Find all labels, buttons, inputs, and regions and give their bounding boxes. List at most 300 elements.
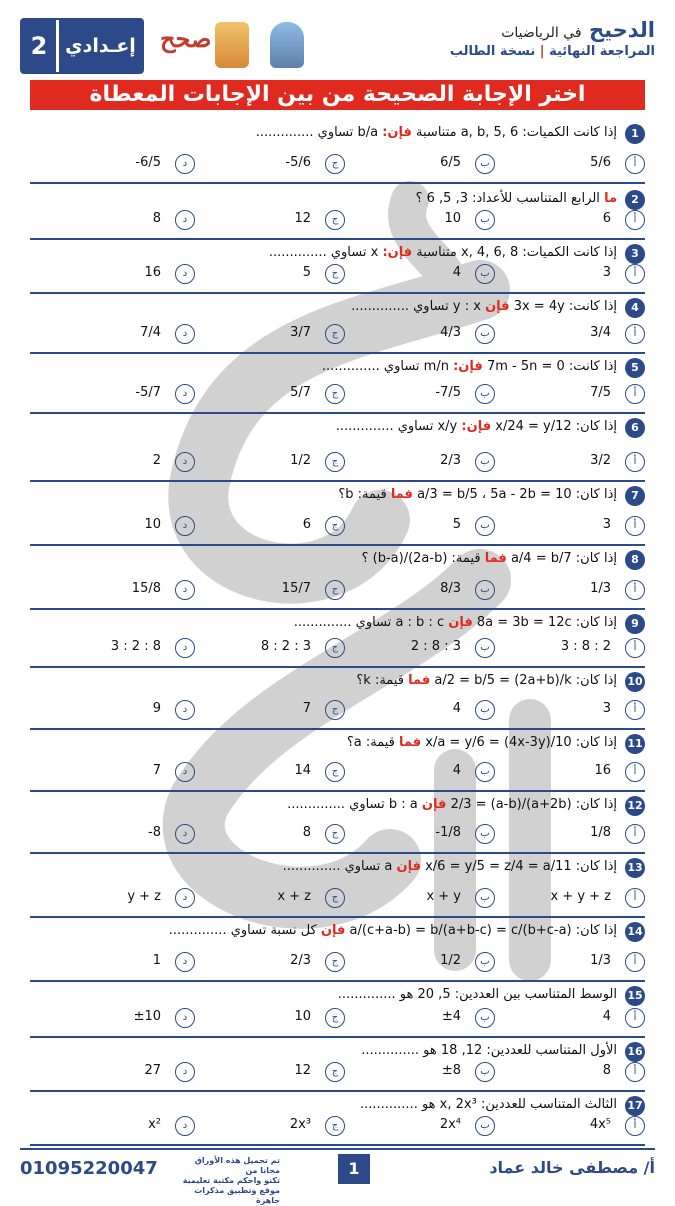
brand-title: الدحيح: [588, 18, 655, 42]
question-number: 8: [625, 550, 645, 570]
option-value: 7/4: [140, 325, 161, 340]
choice-circle-icon[interactable]: د: [175, 1116, 195, 1136]
choice-circle-icon[interactable]: ج: [325, 384, 345, 404]
divider: [30, 1144, 645, 1146]
question-text: إذا كانت الكميات: x, 4, 6, 8 متناسبة فإن: x تساوي ..............: [268, 245, 617, 260]
question-1: [30, 122, 645, 184]
answer-option[interactable]: [195, 450, 345, 474]
question-text: إذا كان: a/3 = b/5 ، 5a - 2b = 10 فما قيمة: b؟: [338, 487, 617, 502]
choice-circle-icon[interactable]: ب: [475, 452, 495, 472]
answer-option[interactable]: [495, 1060, 645, 1084]
question-number: 2: [625, 190, 645, 210]
option-value: 4: [602, 1009, 611, 1024]
choice-circle-icon[interactable]: أ: [625, 384, 645, 404]
answer-option[interactable]: [495, 382, 645, 406]
choice-circle-icon[interactable]: أ: [625, 210, 645, 230]
choice-circle-icon[interactable]: د: [175, 762, 195, 782]
answer-option[interactable]: [195, 698, 345, 722]
choice-circle-icon[interactable]: د: [175, 452, 195, 472]
answer-option[interactable]: [195, 950, 345, 974]
author-name: أ/ مصطفى خالد عماد: [489, 1158, 655, 1177]
option-value: 1: [152, 953, 161, 968]
option-value: 14: [294, 763, 311, 778]
header-title: الدحيح في الرياضيات المراجعة النهائية | نسخة الطالب: [449, 18, 655, 59]
choice-circle-icon[interactable]: أ: [625, 824, 645, 844]
option-value: -5/6: [285, 155, 311, 170]
answer-options: [30, 636, 645, 660]
answer-option[interactable]: [345, 152, 495, 176]
question-number: 10: [625, 672, 645, 692]
choice-circle-icon[interactable]: ج: [325, 264, 345, 284]
option-value: -6/5: [135, 155, 161, 170]
question-text: إذا كان: (a+2b)/(a-b) = 2/3 فإن b : a تساوي ..............: [287, 797, 617, 812]
option-value: 2 : 8 : 3: [410, 639, 461, 654]
brand-logo: صحح: [160, 24, 212, 53]
question-7: [30, 484, 645, 546]
answer-option[interactable]: [45, 382, 195, 406]
question-text: الثالث المتناسب للعددين: x, 2x³ هو ..............: [359, 1097, 617, 1112]
answer-option[interactable]: [45, 514, 195, 538]
option-value: -5/7: [135, 385, 161, 400]
question-number: 16: [625, 1042, 645, 1062]
option-value: 6: [602, 211, 611, 226]
choice-circle-icon[interactable]: ب: [475, 210, 495, 230]
choice-circle-icon[interactable]: ج: [325, 888, 345, 908]
divider: [30, 352, 645, 354]
question-number: 7: [625, 486, 645, 506]
question-text: ما الرابع المتناسب للأعداد: 3, 5, 6 ؟: [415, 191, 617, 206]
option-value: 16: [144, 265, 161, 280]
choice-circle-icon[interactable]: ج: [325, 324, 345, 344]
answer-option[interactable]: [345, 208, 495, 232]
option-value: 3/7: [290, 325, 311, 340]
page-number: 1: [338, 1154, 370, 1184]
divider: [30, 182, 645, 184]
choice-circle-icon[interactable]: أ: [625, 154, 645, 174]
option-value: 4: [452, 763, 461, 778]
choice-circle-icon[interactable]: ج: [325, 1062, 345, 1082]
option-value: 9: [152, 701, 161, 716]
answer-options: [30, 578, 645, 602]
grade-label: إعـدادي: [56, 20, 142, 72]
option-value: 3: [602, 701, 611, 716]
question-text: إذا كانت: 3x = 4y فإن y : x تساوي ..............: [351, 299, 617, 314]
answer-options: [30, 208, 645, 232]
answer-option[interactable]: [45, 450, 195, 474]
question-number: 17: [625, 1096, 645, 1116]
answer-option[interactable]: [345, 886, 495, 910]
divider: [30, 916, 645, 918]
question-12: [30, 794, 645, 854]
option-value: 5: [302, 265, 311, 280]
option-value: 3 : 2 : 8: [110, 639, 161, 654]
answer-option[interactable]: [195, 760, 345, 784]
divider: [30, 480, 645, 482]
answer-option[interactable]: [345, 636, 495, 660]
question-8: [30, 548, 645, 610]
choice-circle-icon[interactable]: د: [175, 384, 195, 404]
option-value: 1/8: [590, 825, 611, 840]
choice-circle-icon[interactable]: ج: [325, 1008, 345, 1028]
answer-option[interactable]: [345, 698, 495, 722]
choice-circle-icon[interactable]: أ: [625, 1008, 645, 1028]
choice-circle-icon[interactable]: ج: [325, 700, 345, 720]
answer-option[interactable]: [345, 578, 495, 602]
answer-options: [30, 760, 645, 784]
option-value: 3/4: [590, 325, 611, 340]
choice-circle-icon[interactable]: د: [175, 516, 195, 536]
question-number: 6: [625, 418, 645, 438]
option-value: 8: [152, 211, 161, 226]
answer-options: [30, 450, 645, 474]
question-number: 11: [625, 734, 645, 754]
choice-circle-icon[interactable]: ج: [325, 824, 345, 844]
answer-option[interactable]: [45, 950, 195, 974]
question-text: إذا كان: a/2 = b/5 = (2a+b)/k فما قيمة: k؟: [356, 673, 617, 688]
answer-option[interactable]: [45, 152, 195, 176]
footer: [20, 1148, 655, 1205]
answer-option[interactable]: [345, 1114, 495, 1138]
answer-option[interactable]: [45, 886, 195, 910]
question-6: [30, 416, 645, 482]
question-3: [30, 242, 645, 294]
divider: [30, 292, 645, 294]
question-text: إذا كان: a/4 = b/7 فما قيمة: (2a-b)/(b-a) ؟: [361, 551, 617, 566]
option-value: 7/5: [590, 385, 611, 400]
choice-circle-icon[interactable]: أ: [625, 1062, 645, 1082]
question-text: إذا كانت: 7m - 5n = 0 فإن: m/n تساوي ..............: [321, 359, 617, 374]
choice-circle-icon[interactable]: أ: [625, 638, 645, 658]
option-value: x + y: [426, 889, 461, 904]
option-value: 4: [452, 265, 461, 280]
question-text: الأول المتناسب للعددين: 12, 18 هو ..............: [361, 1043, 617, 1058]
option-value: 10: [294, 1009, 311, 1024]
question-5: [30, 356, 645, 414]
choice-circle-icon[interactable]: ب: [475, 384, 495, 404]
answer-options: [30, 382, 645, 406]
option-value: 2/3: [290, 953, 311, 968]
choice-circle-icon[interactable]: ب: [475, 264, 495, 284]
option-value: x + y + z: [550, 889, 611, 904]
question-2: [30, 188, 645, 240]
divider: [30, 608, 645, 610]
choice-circle-icon[interactable]: ب: [475, 516, 495, 536]
answer-options: [30, 1114, 645, 1138]
answer-option[interactable]: [345, 322, 495, 346]
question-11: [30, 732, 645, 792]
option-value: 1/2: [440, 953, 461, 968]
divider: [30, 412, 645, 414]
option-value: 5/6: [590, 155, 611, 170]
answer-option[interactable]: [195, 636, 345, 660]
divider: [30, 1036, 645, 1038]
choice-circle-icon[interactable]: ب: [475, 700, 495, 720]
question-text: إذا كان: x/6 = y/5 = z/4 = a/11 فإن a تساوي ..............: [282, 859, 617, 874]
option-value: 5: [452, 517, 461, 532]
choice-circle-icon[interactable]: د: [175, 1008, 195, 1028]
question-number: 15: [625, 986, 645, 1006]
choice-circle-icon[interactable]: أ: [625, 264, 645, 284]
choice-circle-icon[interactable]: ب: [475, 888, 495, 908]
question-number: 9: [625, 614, 645, 634]
option-value: 5/7: [290, 385, 311, 400]
option-value: 2: [152, 453, 161, 468]
option-value: 10: [444, 211, 461, 226]
header: [20, 18, 655, 74]
choice-circle-icon[interactable]: ب: [475, 952, 495, 972]
question-9: [30, 612, 645, 668]
question-text: إذا كان: x/a = y/6 = (4x-3y)/10 فما قيمة: a؟: [346, 735, 617, 750]
option-value: 4/3: [440, 325, 461, 340]
answer-option[interactable]: [345, 822, 495, 846]
answer-option[interactable]: [345, 950, 495, 974]
books-illustration-icon: [215, 22, 249, 68]
choice-circle-icon[interactable]: أ: [625, 762, 645, 782]
question-16: [30, 1040, 645, 1092]
answer-option[interactable]: [345, 262, 495, 286]
question-number: 1: [625, 124, 645, 144]
option-value: 12: [294, 1063, 311, 1078]
option-value: 8: [602, 1063, 611, 1078]
grade-badge: [20, 18, 144, 74]
answer-options: [30, 950, 645, 974]
choice-circle-icon[interactable]: د: [175, 324, 195, 344]
option-value: 16: [594, 763, 611, 778]
option-value: 6: [302, 517, 311, 532]
answer-option[interactable]: [195, 208, 345, 232]
choice-circle-icon[interactable]: ج: [325, 516, 345, 536]
question-text: إذا كان: x/24 = y/12 فإن: x/y تساوي ..............: [335, 419, 617, 434]
answer-option[interactable]: [45, 698, 195, 722]
option-value: 10: [144, 517, 161, 532]
question-number: 13: [625, 858, 645, 878]
question-17: [30, 1094, 645, 1146]
answer-options: [30, 322, 645, 346]
answer-option[interactable]: [495, 514, 645, 538]
answer-options: [30, 262, 645, 286]
answer-options: [30, 822, 645, 846]
divider: [30, 666, 645, 668]
question-text: إذا كانت الكميات: a, b, 5, 6 متناسبة فإن: b/a تساوي ..............: [255, 125, 617, 140]
choice-circle-icon[interactable]: د: [175, 700, 195, 720]
answer-option[interactable]: [45, 578, 195, 602]
answer-option[interactable]: [495, 636, 645, 660]
answer-option[interactable]: [45, 636, 195, 660]
answer-option[interactable]: [495, 450, 645, 474]
choice-circle-icon[interactable]: ب: [475, 762, 495, 782]
answer-option[interactable]: [195, 1114, 345, 1138]
answer-option[interactable]: [195, 262, 345, 286]
grade-number: 2: [22, 20, 56, 72]
choice-circle-icon[interactable]: أ: [625, 324, 645, 344]
choice-circle-icon[interactable]: ب: [475, 1116, 495, 1136]
answer-option[interactable]: [345, 514, 495, 538]
option-value: ±4: [441, 1009, 461, 1024]
choice-circle-icon[interactable]: أ: [625, 580, 645, 600]
option-value: 2/3: [440, 453, 461, 468]
choice-circle-icon[interactable]: د: [175, 638, 195, 658]
answer-option[interactable]: [195, 1006, 345, 1030]
choice-circle-icon[interactable]: ج: [325, 1116, 345, 1136]
choice-circle-icon[interactable]: ب: [475, 638, 495, 658]
option-value: 3/2: [590, 453, 611, 468]
divider: [30, 544, 645, 546]
question-15: [30, 984, 645, 1038]
option-value: ±8: [441, 1063, 461, 1078]
option-value: 4: [452, 701, 461, 716]
choice-circle-icon[interactable]: ج: [325, 762, 345, 782]
option-value: 12: [294, 211, 311, 226]
answer-option[interactable]: [195, 322, 345, 346]
divider: [30, 1090, 645, 1092]
answer-option[interactable]: [195, 152, 345, 176]
answer-option[interactable]: [495, 698, 645, 722]
answer-options: [30, 514, 645, 538]
question-number: 14: [625, 922, 645, 942]
option-value: 2x³: [289, 1117, 311, 1132]
answer-options: [30, 886, 645, 910]
option-value: 3 : 8 : 2: [560, 639, 611, 654]
option-value: 8: [302, 825, 311, 840]
choice-circle-icon[interactable]: ج: [325, 638, 345, 658]
option-value: x²: [148, 1117, 161, 1132]
answer-option[interactable]: [195, 578, 345, 602]
question-text: الوسط المتناسب بين العددين: 5, 20 هو ..............: [337, 987, 617, 1002]
choice-circle-icon[interactable]: أ: [625, 888, 645, 908]
answer-option[interactable]: [195, 886, 345, 910]
choice-circle-icon[interactable]: ج: [325, 452, 345, 472]
option-value: ±10: [133, 1009, 161, 1024]
question-number: 4: [625, 298, 645, 318]
option-value: 1/3: [590, 953, 611, 968]
download-note: تم تحميل هذه الأوراق مجانا من تكنو واحكم مكتبة تعليمية موقع وتطبيق مذكرات جاهزة: [182, 1156, 280, 1205]
choice-circle-icon[interactable]: أ: [625, 1116, 645, 1136]
answer-options: [30, 698, 645, 722]
answer-option[interactable]: [345, 1060, 495, 1084]
divider: [30, 238, 645, 240]
option-value: 6/5: [440, 155, 461, 170]
answer-option[interactable]: [495, 760, 645, 784]
option-value: -7/5: [435, 385, 461, 400]
question-14: [30, 920, 645, 982]
option-value: 15/7: [281, 581, 311, 596]
choice-circle-icon[interactable]: ج: [325, 210, 345, 230]
choice-circle-icon[interactable]: ج: [325, 952, 345, 972]
answer-option[interactable]: [495, 322, 645, 346]
answer-option[interactable]: [495, 822, 645, 846]
choice-circle-icon[interactable]: د: [175, 952, 195, 972]
question-number: 12: [625, 796, 645, 816]
choice-circle-icon[interactable]: ب: [475, 580, 495, 600]
choice-circle-icon[interactable]: د: [175, 888, 195, 908]
choice-circle-icon[interactable]: ب: [475, 824, 495, 844]
answer-option[interactable]: [345, 382, 495, 406]
option-value: 3: [602, 265, 611, 280]
choice-circle-icon[interactable]: أ: [625, 952, 645, 972]
question-10: [30, 670, 645, 730]
phone-number: 01095220047: [20, 1158, 158, 1179]
question-13: [30, 856, 645, 918]
option-value: 3: [602, 517, 611, 532]
answer-option[interactable]: [495, 208, 645, 232]
choice-circle-icon[interactable]: د: [175, 154, 195, 174]
choice-circle-icon[interactable]: د: [175, 210, 195, 230]
answer-option[interactable]: [45, 322, 195, 346]
answer-option[interactable]: [345, 450, 495, 474]
choice-circle-icon[interactable]: أ: [625, 516, 645, 536]
copy-label: نسخة الطالب: [449, 44, 536, 59]
option-value: 2x⁴: [439, 1117, 461, 1132]
option-value: 15/8: [131, 581, 161, 596]
answer-option[interactable]: [45, 1114, 195, 1138]
option-value: 7: [152, 763, 161, 778]
answer-option[interactable]: [195, 382, 345, 406]
answer-option[interactable]: [345, 760, 495, 784]
answer-option[interactable]: [495, 578, 645, 602]
instructions-banner: اختر الإجابة الصحيحة من بين الإجابات المعطاة: [30, 80, 645, 110]
choice-circle-icon[interactable]: ب: [475, 154, 495, 174]
divider: [30, 980, 645, 982]
option-value: y + z: [127, 889, 161, 904]
answer-option[interactable]: [495, 1114, 645, 1138]
question-text: إذا كان: 8a = 3b = 12c فإن a : b : c تساوي ..............: [293, 615, 617, 630]
question-number: 3: [625, 244, 645, 264]
answer-option[interactable]: [345, 1006, 495, 1030]
question-text: إذا كان: a/(c+a-b) = b/(a+b-c) = c/(b+c-a) فإن كل نسبة تساوي ..............: [168, 923, 617, 938]
answer-option[interactable]: [495, 886, 645, 910]
answer-option[interactable]: [495, 1006, 645, 1030]
answer-option[interactable]: [45, 822, 195, 846]
choice-circle-icon[interactable]: أ: [625, 700, 645, 720]
option-value: 4x⁵: [589, 1117, 611, 1132]
option-value: 1/2: [290, 453, 311, 468]
choice-circle-icon[interactable]: د: [175, 264, 195, 284]
option-value: 8/3: [440, 581, 461, 596]
answer-options: [30, 1060, 645, 1084]
answer-option[interactable]: [45, 1060, 195, 1084]
answer-option[interactable]: [495, 152, 645, 176]
option-value: -1/8: [435, 825, 461, 840]
answer-option[interactable]: [195, 822, 345, 846]
divider: [30, 728, 645, 730]
choice-circle-icon[interactable]: ب: [475, 324, 495, 344]
answer-option[interactable]: [195, 1060, 345, 1084]
choice-circle-icon[interactable]: ج: [325, 154, 345, 174]
question-number: 5: [625, 358, 645, 378]
subject-label: في الرياضيات: [501, 25, 582, 41]
answer-option[interactable]: [45, 262, 195, 286]
option-value: 7: [302, 701, 311, 716]
choice-circle-icon[interactable]: أ: [625, 452, 645, 472]
answer-option[interactable]: [45, 1006, 195, 1030]
option-value: -8: [148, 825, 161, 840]
answer-options: [30, 152, 645, 176]
choice-circle-icon[interactable]: ب: [475, 1008, 495, 1028]
choice-circle-icon[interactable]: ب: [475, 1062, 495, 1082]
answer-option[interactable]: [495, 950, 645, 974]
choice-circle-icon[interactable]: ج: [325, 580, 345, 600]
student-illustration-icon: [270, 22, 304, 68]
answer-option[interactable]: [495, 262, 645, 286]
choice-circle-icon[interactable]: د: [175, 1062, 195, 1082]
answer-option[interactable]: [45, 760, 195, 784]
answer-options: [30, 1006, 645, 1030]
choice-circle-icon[interactable]: د: [175, 580, 195, 600]
divider: [30, 790, 645, 792]
answer-option[interactable]: [45, 208, 195, 232]
answer-option[interactable]: [195, 514, 345, 538]
choice-circle-icon[interactable]: د: [175, 824, 195, 844]
